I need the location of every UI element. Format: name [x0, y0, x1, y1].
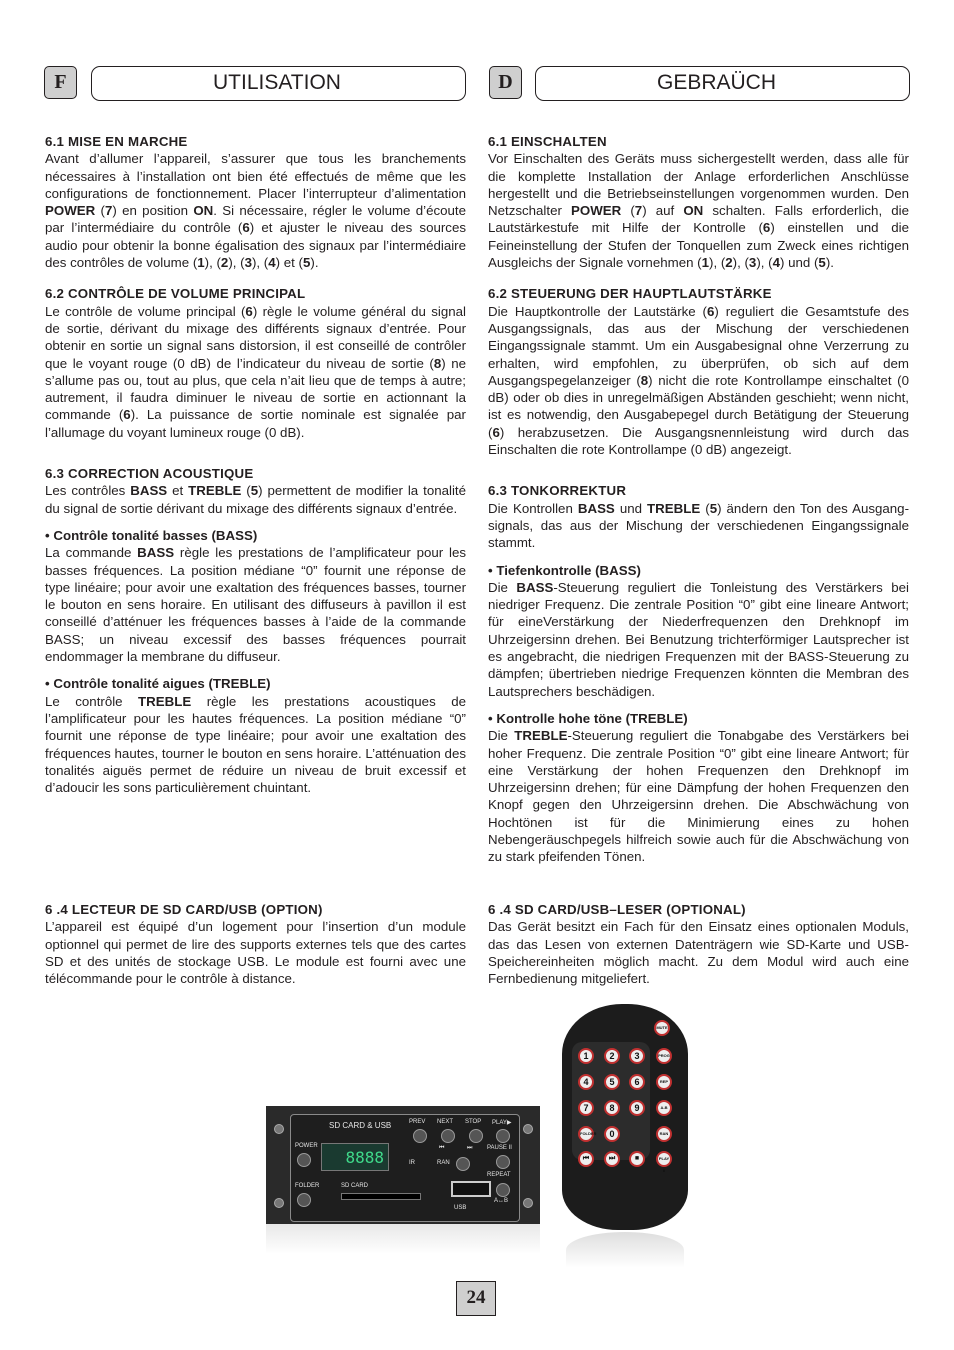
remote-key-9: 9	[629, 1100, 645, 1116]
header-title: GEBRAÜCH	[657, 71, 777, 94]
module-lcd-display: 8888	[321, 1143, 389, 1171]
header-title: UTILISATION	[213, 71, 341, 94]
remote-prog-key: PROG	[656, 1048, 672, 1064]
pause-button	[496, 1155, 510, 1169]
remote-reflection	[566, 1232, 684, 1268]
screw-icon	[274, 1124, 284, 1134]
sd-usb-module-image	[266, 1106, 540, 1224]
de-bass-subheading: • Tiefenkontrolle (BASS)	[488, 562, 641, 578]
remote-prev-key: ⏮	[578, 1151, 594, 1167]
de-paragraph-6-2: Die Hauptkontrolle der Lautstärke (6) reguliert die Gesamtstufe des Ausgangssignals, das aus der Mischung der verschiedenen Eingangssignale stammt. Um ein Ausgabesignal ohne Verzerrung zu erhalten, wird empfohlen, zu überprüfen, ob sich auf dem Ausgangspegelanzeiger (8) nicht die rote Kontrollampe einschaltet (0 dB) oder ob dies in unregelmäßigen Abständen geschieht; wenn nicht, ist es notwendig, den Ausgabepegel durch Betätigung der Steuerung (6) herabzusetzen. Die Ausgangsnennleistung wird durch das Einschalten die rote Kontrollampe (0 dB) angezeigt.	[488, 303, 909, 458]
remote-key-5: 5	[604, 1074, 620, 1090]
remote-key-6: 6	[629, 1074, 645, 1090]
fr-heading-6-1: 6.1 MISE EN MARCHE	[45, 134, 188, 149]
fr-heading-6-2: 6.2 CONTRÔLE DE VOLUME PRINCIPAL	[45, 286, 306, 302]
module-repeat-label: REPEAT	[487, 1172, 511, 1178]
usb-port	[451, 1181, 491, 1197]
play-button	[496, 1129, 510, 1143]
module-next-label: NEXT	[437, 1119, 454, 1125]
module-ir-label: IR	[409, 1160, 415, 1166]
fr-paragraph-6-4: L’appareil est équipé d’un logement pour l’insertion d’un module optionnel qui permet de lire des supports externes tels que des cartes SD et des unités de stockage USB. Le module est fourni avec une télécommande pour le contrôle à distance.	[45, 919, 466, 987]
power-button	[297, 1153, 311, 1167]
module-prev-icon: ⏮	[439, 1145, 445, 1151]
french-column-6-4	[45, 901, 466, 987]
module-ab-label: A↔B	[494, 1198, 509, 1204]
de-paragraph-6-1: Vor Einschalten des Geräts muss sichergestellt werden, dass alle für die komplette Installation der Anlage erforderlichen Anschlüsse hergestellt und die Betriebseinstellungen vorgenommen wurden. Den Netzschalter POWER (7) auf ON schalten. Falls erforderlich, die Lautstärkestufe mit Hilfe der Kontrolle (6) einstellen und die Feineinstellung der Stufen der Tonquellen zum Zweck eines richtigen Ausgleichs der Signale vornehmen (1), (2), (3), (4) und (5).	[488, 151, 909, 271]
de-paragraph-6-3: Die Kontrollen BASS und TREBLE (5) ändern den Ton des Ausgang-signals, das aus der Mischung der verschiedenen Eingangssignale stammt.	[488, 500, 910, 551]
prev-button	[413, 1129, 427, 1143]
module-reflection	[266, 1224, 540, 1254]
de-treble-subheading: • Kontrolle hohe töne (TREBLE)	[488, 710, 688, 726]
remote-key-0: 0	[604, 1126, 620, 1142]
module-pause-label: PAUSE II	[487, 1145, 512, 1151]
module-face	[290, 1114, 520, 1222]
module-title: SD CARD & USB	[329, 1121, 392, 1130]
section-title-utilisation	[91, 66, 466, 101]
remote-control-image	[562, 1004, 688, 1230]
module-prev-label: PREV	[409, 1119, 426, 1125]
de-heading-6-2: 6.2 STEUERUNG DER HAUPTLAUTSTÄRKE	[488, 286, 772, 302]
ran-button	[456, 1157, 470, 1171]
remote-key-4: 4	[578, 1074, 594, 1090]
section-title-gebrauch	[535, 66, 910, 101]
module-usb-label: USB	[454, 1205, 467, 1211]
screw-icon	[523, 1124, 533, 1134]
german-column	[488, 133, 909, 866]
folder-button	[297, 1193, 311, 1207]
remote-mute-key: MUTE	[654, 1020, 670, 1036]
remote-rep-key: REP	[656, 1074, 672, 1090]
german-column-6-4	[488, 901, 909, 987]
sd-card-slot	[341, 1193, 421, 1200]
remote-folder-key: FOLDER	[578, 1126, 594, 1142]
fr-heading-6-4: 6 .4 LECTEUR DE SD CARD/USB (OPTION)	[45, 902, 323, 917]
fr-paragraph-6-3: Les contrôles BASS et TREBLE (5) permettent de modifier la tonalité du signal de sortie dérivant du mixage des différents signaux d’entrée.	[45, 483, 466, 516]
de-heading-6-4: 6 .4 SD CARD/USB–LESER (OPTIONAL)	[488, 902, 746, 917]
remote-next-key: ⏭	[604, 1151, 620, 1167]
remote-ab-key: A-B	[656, 1100, 672, 1116]
de-paragraph-6-4: Das Gerät besitzt ein Fach für den Einsatz eines optionalen Moduls, das das Lesen von externen Datenträgern wie SD-Karte und USB-Speichereinheiten möglich macht. Zu dem Modul wird auch eine Fernbedienung mitgeliefert.	[488, 919, 909, 987]
screw-icon	[523, 1198, 533, 1208]
section-letter-d: D	[489, 66, 522, 99]
remote-key-2: 2	[604, 1048, 620, 1064]
fr-bass-paragraph: La commande BASS règle les prestations de l’amplificateur pour les basses fréquences. La position médiane “0” fournit une réponse de type linéaire; pour avoir une exaltation des fréquences basses, tourner le bouton en sens horaire. En utilisant des diffuseurs à pavillon il est conseillé d’atténuer les fréquences basses à l’aide de la commande BASS; un niveau excessif des basses fréquences pourrait endommager la membrane du diffuseur.	[45, 545, 466, 665]
remote-stop-key: ■	[629, 1151, 645, 1167]
de-heading-6-1: 6.1 EINSCHALTEN	[488, 134, 607, 149]
module-play-label: PLAY▶	[492, 1120, 512, 1126]
de-bass-paragraph: Die BASS-Steuerung reguliert die Tonleistung des Verstärkers bei niedriger Frequenz. Die zentrale Position “0” gibt eine lineare Antwort; für eineVerstärkung der Niederfrequenzen den Drehknopf im Uhrzeigersinn drehen. Bei Benutzung trichterförmiger Lautsprecher ist es angebracht, die niedrigen Frequenzen mit der BASS-Steuerung zu dämpfen; übertrieben niedrige Frequenzen könnten die Membran des Lautsprechers beschädigen.	[488, 579, 909, 699]
stop-button	[469, 1129, 483, 1143]
fr-treble-subheading: • Contrôle tonalité aigues (TREBLE)	[45, 676, 271, 692]
module-next-icon: ⏭	[467, 1145, 473, 1151]
fr-paragraph-6-2: Le contrôle de volume principal (6) règle le volume général du signal de sortie, dérivant du mixage des différents signaux d’entrée. Pour obtenir en sortie un signal sans distorsion, il est conseillé de contrôler que le voyant rouge (0 dB) de l’indicateur du niveau de sortie (8) ne s’allume pas ou, tout au plus, que cela n’ait lieu que de temps à autre; autrement, il faudra diminuer le niveau de sortie en actionnant la commande (6). La puissance de sortie nominale est signalée par l’allumage du voyant lumineux rouge (0 dB).	[45, 303, 466, 440]
fr-heading-6-3: 6.3 CORRECTION ACOUSTIQUE	[45, 466, 254, 482]
module-ran-label: RAN	[437, 1160, 450, 1166]
page-number: 24	[456, 1281, 496, 1316]
remote-key-1: 1	[578, 1048, 594, 1064]
de-heading-6-3: 6.3 TONKORREKTUR	[488, 483, 627, 499]
next-button	[441, 1129, 455, 1143]
remote-ran-key: RAN	[656, 1126, 672, 1142]
module-sdcard-label: SD CARD	[341, 1183, 369, 1189]
remote-key-7: 7	[578, 1100, 594, 1116]
module-stop-label: STOP	[465, 1119, 482, 1125]
repeat-button	[496, 1183, 510, 1197]
module-folder-label: FOLDER	[295, 1183, 320, 1189]
remote-key-3: 3	[629, 1048, 645, 1064]
screw-icon	[274, 1198, 284, 1208]
de-treble-paragraph: Die TREBLE-Steuerung reguliert die Tonabgabe des Verstärkers bei hoher Frequenz. Die zentrale Position “0” gibt eine lineare Antwort; für eine Verstärkung der hohen Frequenzen den Drehknopf im Uhrzeigersinn drehen; für eine Dämpfung der hohen Frequenzen den Knopf gegen den Uhrzeigersinn drehen. Die Abschwächung von Hochtönen ist für die Minimierung eines zu hohen Nebengeräuschpegels hilfreich sowie auch für die Abschwächung von zu stark pfeifenden Tönen.	[488, 728, 909, 865]
fr-treble-paragraph: Le contrôle TREBLE règle les prestations acoustiques de l’amplificateur pour les hautes fréquences. La position médiane “0” fournit une réponse de type linéaire; pour avoir une exaltation des fréquences hautes, tourner le bouton en sens horaire. L’atténuation des tonalités aiguës permet de réduire un niveau de bruit excessif et d’adoucir les sons particulièrement chuintant.	[45, 693, 466, 796]
fr-bass-subheading: • Contrôle tonalité basses (BASS)	[45, 527, 258, 543]
remote-play-key: PLAY II	[656, 1151, 672, 1167]
french-column	[45, 133, 466, 796]
remote-key-8: 8	[604, 1100, 620, 1116]
section-letter-f: F	[44, 66, 77, 99]
fr-paragraph-6-1: Avant d’allumer l’appareil, s’assurer que tous les branchements nécessaires à l’installation ont bien été effectués de même que les configurations de fonctionnement. Placer l’interrupteur d’alimentation POWER (7) en position ON. Si nécessaire, régler le volume d’écoute par l’intermédiaire du contrôle (6) et ajuster le niveau des sources audio pour obtenir la bonne égalisation des signaux par l’intermédiaire des contrôles de volume (1), (2), (3), (4) et (5).	[45, 151, 467, 271]
module-power-label: POWER	[295, 1143, 318, 1149]
